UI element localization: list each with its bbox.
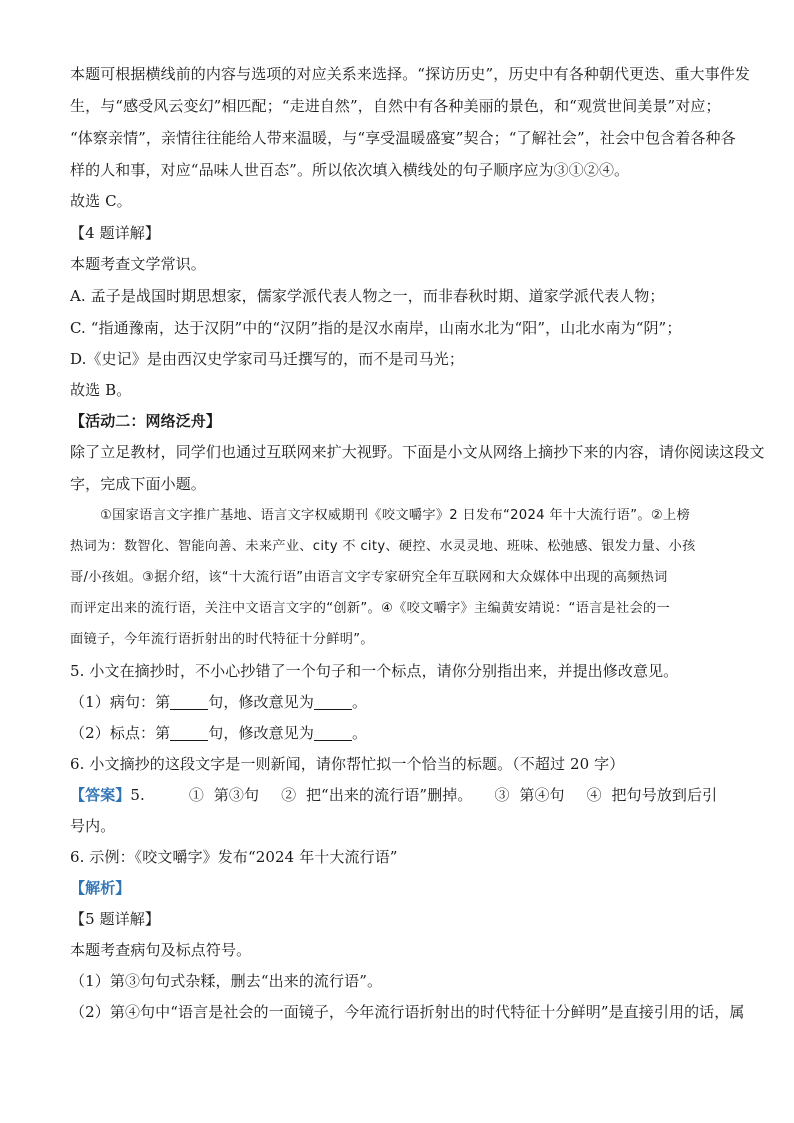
para-line: “体察亲情”，亲情往往能给人带来温暖，与“享受温暖盛宴”契合；“了解社会”，社会中包含着各种各 bbox=[70, 129, 736, 147]
q4-option-d: D.《史记》是由西汉史学家司马迁撰写的，而不是司马光； bbox=[70, 350, 464, 368]
answer-blank[interactable] bbox=[170, 726, 208, 741]
answer-continuation: 号内。 bbox=[70, 817, 116, 835]
answer-tag: 【答案】 bbox=[70, 786, 131, 804]
answer-blank[interactable] bbox=[170, 695, 208, 710]
excerpt-line: 热词为：数智化、智能向善、未来产业、city 不 city、硬控、水灵灵地、班味、松弛感、银发力量、小孩 bbox=[70, 539, 696, 554]
intro-line: 除了立足教材，同学们也通过互联网来扩大视野。下面是小文从网络上摘抄下来的内容，请你阅读这段文 bbox=[70, 443, 765, 461]
answer-item-2: 把“出来的流行语”删掉。 bbox=[305, 786, 473, 804]
answer-blank[interactable] bbox=[314, 695, 352, 710]
q5-detail-2: （2）第④句中“语言是社会的一面镜子，今年流行语折射出的时代特征十分鲜明”是直接引用的话，属 bbox=[70, 1003, 745, 1021]
para-line: 生，与“感受风云变幻”相匹配；“走进自然”，自然中有各种美丽的景色，和“观赏世间美景”对应； bbox=[70, 97, 721, 115]
q5-sub2 bbox=[70, 723, 722, 743]
excerpt-line: 面镜子，今年流行语折射出的时代特征十分鲜明”。 bbox=[70, 632, 374, 647]
q4-option-c: C. “指通豫南，达于汉阴”中的“汉阴”指的是汉水南岸，山南水北为“阳”，山北水南为“阴”； bbox=[70, 319, 682, 337]
intro-line: 字，完成下面小题。 bbox=[70, 475, 206, 493]
answer-circle-1: ① bbox=[188, 786, 205, 804]
answer-circle-2: ② bbox=[281, 786, 297, 804]
answer-line bbox=[70, 785, 722, 805]
excerpt-line: ①国家语言文字推广基地、语言文字权威期刊《咬文嚼字》2 日发布“2024 年十大流行语”。②上榜 bbox=[100, 508, 690, 523]
q4-heading: 【4 题详解】 bbox=[70, 224, 161, 242]
q5-sub2-prefix: （2）标点：第 bbox=[70, 724, 171, 742]
q5-sub1-prefix: （1）病句：第 bbox=[70, 693, 171, 711]
choose-b: 故选 B。 bbox=[70, 381, 132, 399]
answer-circle-3: ③ bbox=[494, 786, 510, 804]
q4-intro: 本题考查文学常识。 bbox=[70, 255, 206, 273]
q5-sub1-mid: 句，修改意见为 bbox=[208, 693, 314, 711]
q6-stem: 6. 小文摘抄的这段文字是一则新闻，请你帮忙拟一个恰当的标题。（不超过 20 字） bbox=[70, 755, 625, 773]
q5-sub2-end: 。 bbox=[351, 724, 368, 742]
answer-blank[interactable] bbox=[314, 726, 352, 741]
activity-heading: 【活动二：网络泛舟】 bbox=[70, 412, 222, 430]
excerpt-line: 哥/小孩姐。③据介绍，该“十大流行语”由语言文字专家研究全年互联网和大众媒体中出现的高频热词 bbox=[70, 570, 668, 585]
analysis-tag: 【解析】 bbox=[70, 879, 131, 897]
para-line: 样的人和事，对应“品味人世百态”。所以依次填入横线处的句子顺序应为③①②④。 bbox=[70, 161, 630, 179]
q5-heading: 【5 题详解】 bbox=[70, 910, 161, 928]
q4-option-a: A. 孟子是战国时期思想家，儒家学派代表人物之一，而非春秋时期、道家学派代表人物； bbox=[70, 287, 665, 305]
answer-item-1: 第③句 bbox=[213, 786, 260, 804]
answer-item-3: 第④句 bbox=[519, 786, 565, 804]
excerpt-line: 而评定出来的流行语，关注中文语言文字的“创新”。④《咬文嚼字》主编黄安靖说：“语言是社会的一 bbox=[70, 601, 670, 616]
answer-number: 5. bbox=[130, 786, 145, 804]
answer-item-4: 把句号放到后引 bbox=[611, 786, 718, 804]
answer-circle-4: ④ bbox=[586, 786, 602, 804]
q5-stem: 5. 小文在摘抄时，不小心抄错了一个句子和一个标点，请你分别指出来，并提出修改意见。 bbox=[70, 662, 679, 680]
q5-intro: 本题考查病句及标点符号。 bbox=[70, 941, 252, 959]
q5-sub2-mid: 句，修改意见为 bbox=[208, 724, 314, 742]
q5-sub1 bbox=[70, 692, 722, 712]
choose-c: 故选 C。 bbox=[70, 192, 132, 210]
para-line: 本题可根据横线前的内容与选项的对应关系来选择。“探访历史”，历史中有各种朝代更迭、重大事件发 bbox=[70, 65, 750, 83]
q5-sub1-end: 。 bbox=[351, 693, 368, 711]
example-answer: 6. 示例：《咬文嚼字》发布“2024 年十大流行语” bbox=[70, 848, 398, 866]
q5-detail-1: （1）第③句句式杂糅，删去“出来的流行语”。 bbox=[70, 972, 383, 990]
